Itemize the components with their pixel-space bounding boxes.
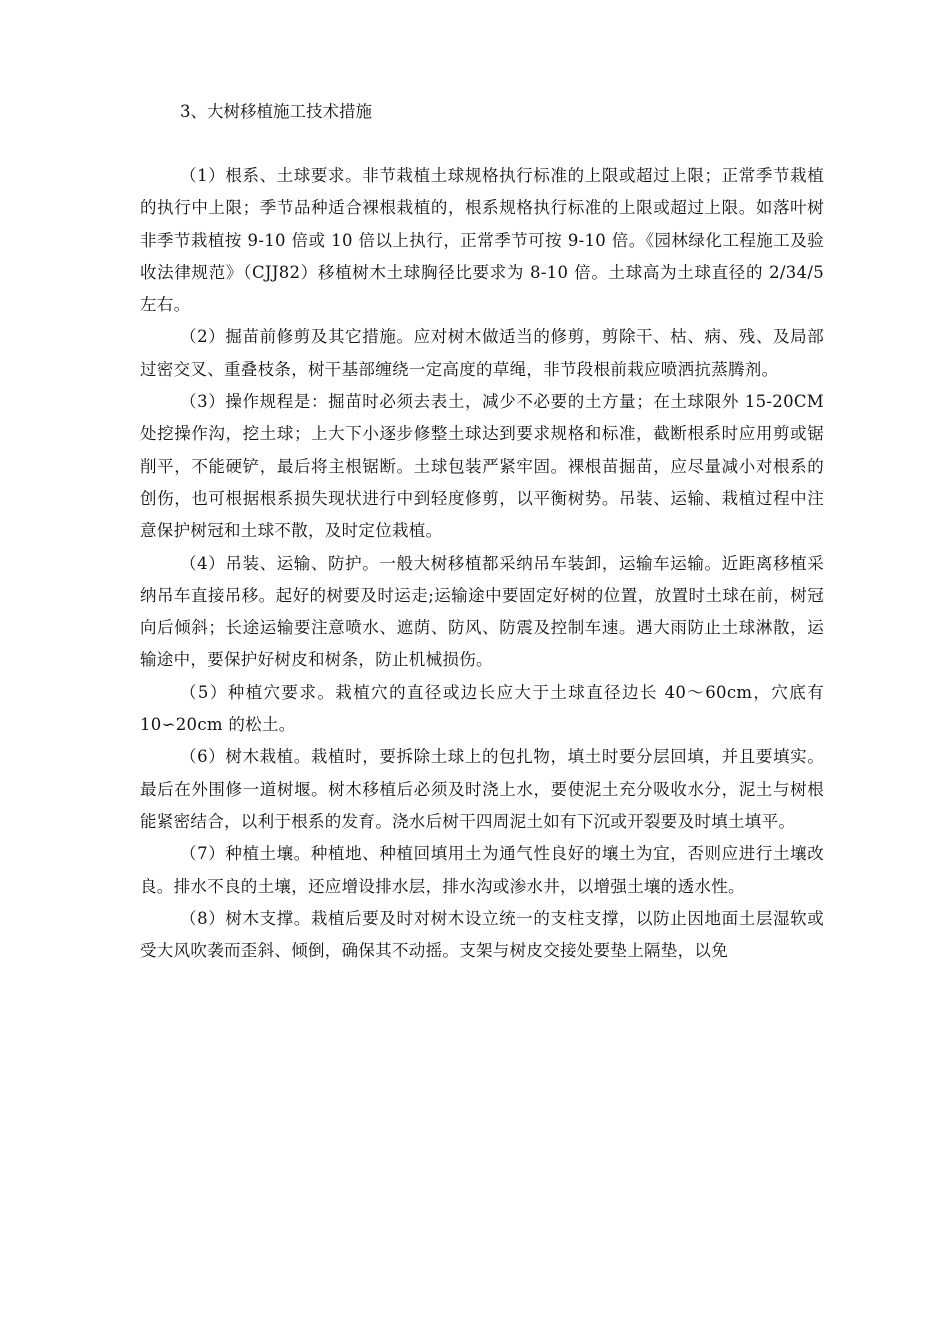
body-text [140,160,824,967]
paragraph-support: （8）树木支撑。栽植后要及时对树木设立统一的支柱支撑，以防止因地面土层湿软或受大风吹袭而歪斜、倾倒，确保其不动摇。支架与树皮交接处要垫上隔垫，以免 [140,908,824,961]
paragraph-transport: （4）吊装、运输、防护。一般大树移植都采纳吊车装卸，运输车运输。近距离移植采纳吊车直接吊移。起好的树要及时运走;运输途中要固定好树的位置，放置时土球在前，树冠向后倾斜；长途运输要注意喷水、遮荫、防风、防震及控制车速。遇大雨防止土球淋散，运输途中，要保护好树皮和树条，防止机械损伤。 [140,553,824,670]
paragraph-planting-pit: （5）种植穴要求。栽植穴的直径或边长应大于土球直径边长 40～60cm，穴底有 10∽20cm 的松土。 [140,682,824,735]
paragraph-planting: （6）树木栽植。栽植时，要拆除土球上的包扎物，填土时要分层回填，并且要填实。最后在外围修一道树堰。树木移植后必须及时浇上水，要使泥土充分吸收水分，泥土与树根能紧密结合，以利于根系的发育。浇水后树干四周泥土如有下沉或开裂要及时填土填平。 [140,747,824,831]
paragraph-soil: （7）种植土壤。种植地、种植回填用土为通气性良好的壤土为宜，否则应进行土壤改良。排水不良的土壤，还应增设排水层，排水沟或渗水井，以增强土壤的透水性。 [140,844,824,896]
paragraph-procedure: （3）操作规程是：掘苗时必须去表土，减少不必要的土方量；在土球限外 15-20CM 处挖操作沟，挖土球；上大下小逐步修整土球达到要求规格和标准，截断根系时应用剪或锯削平，不能硬铲，最后将主根锯断。土球包装严紧牢固。裸根苗掘苗，应尽量减小对根系的创伤，也可根据根系损失现状进行中到轻度修剪，以平衡树势。吊装、运输、栽植过程中注意保护树冠和土球不散，及时定位栽植。 [140,392,824,541]
paragraph-pruning: （2）掘苗前修剪及其它措施。应对树木做适当的修剪，剪除干、枯、病、残、及局部过密交叉、重叠枝条，树干基部缠绕一定高度的草绳，非节段根前栽应喷洒抗蒸腾剂。 [140,327,824,379]
paragraph-root-ball: （1）根系、土球要求。非节栽植土球规格执行标准的上限或超过上限；正常季节栽植的执行中上限；季节品种适合裸根栽植的，根系规格执行标准的上限或超过上限。如落叶树非季节栽植按 9-10 倍或 10 倍以上执行，正常季节可按 9-10 倍。《园林绿化工程施工及验收法律规范》（CJJ82）移植树木土球胸径比要求为 8-10 倍。土球高为土球直径的 2/34/5 左右。 [140,166,824,315]
section-heading: 3、大树移植施工技术措施 [180,102,372,121]
